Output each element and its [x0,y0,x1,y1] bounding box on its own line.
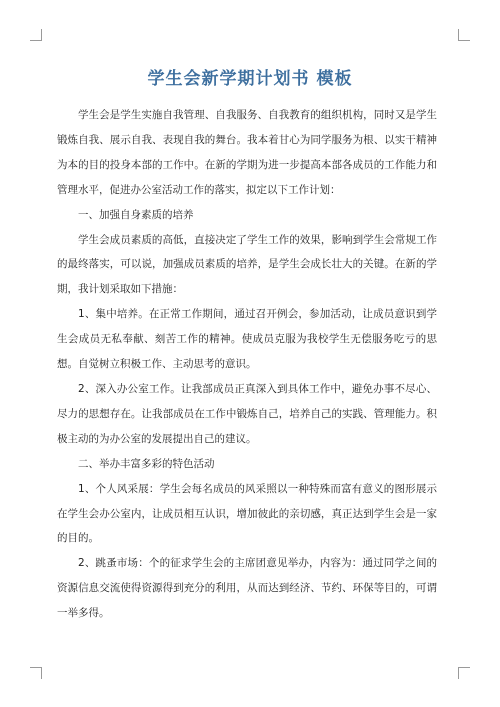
body-paragraph: 学生会成员素质的高低，直接决定了学生工作的效果，影响到学生会常规工作的最终落实，可以说，加强成员素质的培养，是学生会成长壮大的关键。在新的学期，我计划采取如下措施： [57,233,437,296]
list-item: 2、跳蚤市场：个的征求学生会的主席团意见举办，内容为：通过同学之间的资源信息交流使得资源得到充分的利用，从而达到经济、节约、环保等目的，可谓一举多得。 [57,557,437,620]
list-item: 2、深入办公室工作。让我部成员正真深入到具体工作中，避免办事不尽心、尽力的思想存在。让我部成员在工作中锻炼自己，培养自己的实践、管理能力。积极主动的为办公室的发展提出自己的建议。 [57,382,437,445]
document-body [57,103,437,626]
intro-paragraph: 学生会是学生实施自我管理、自我服务、自我教育的组织机构，同时又是学生锻炼自我、展示自我、表现自我的舞台。我本着甘心为同学服务为根、以实干精神为本的目的投身本部的工作中。在新的学期为进一步提高本部各成员的工作能力和管理水平，促进办公室活动工作的落实，拟定以下工作计划： [57,109,437,196]
crop-mark-top-left-v [41,29,42,41]
crop-mark-bottom-right-h [458,667,470,668]
crop-mark-top-right-h [458,40,470,41]
crop-mark-top-right-v [458,29,459,41]
section-heading-2: 二、举办丰富多彩的特色活动 [78,457,215,470]
list-item: 1、个人风采展：学生会每名成员的风采照以一种特殊而富有意义的图形展示在学生会办公室内，让成员相互认识，增加彼此的亲切感，真正达到学生会是一家的目的。 [57,482,437,545]
list-item: 1、集中培养。在正常工作期间，通过召开例会，参加活动，让成员意识到学生会成员无私奉献、刻苦工作的精神。使成员克服为我校学生无偿服务吃亏的思想。自觉树立积极工作、主动思考的意识。 [57,308,437,371]
crop-mark-bottom-right-v [458,667,459,679]
document-title: 学生会新学期计划书 模板 [147,69,353,89]
crop-mark-bottom-left-v [41,667,42,679]
section-heading-1: 一、加强自身素质的培养 [78,208,194,221]
